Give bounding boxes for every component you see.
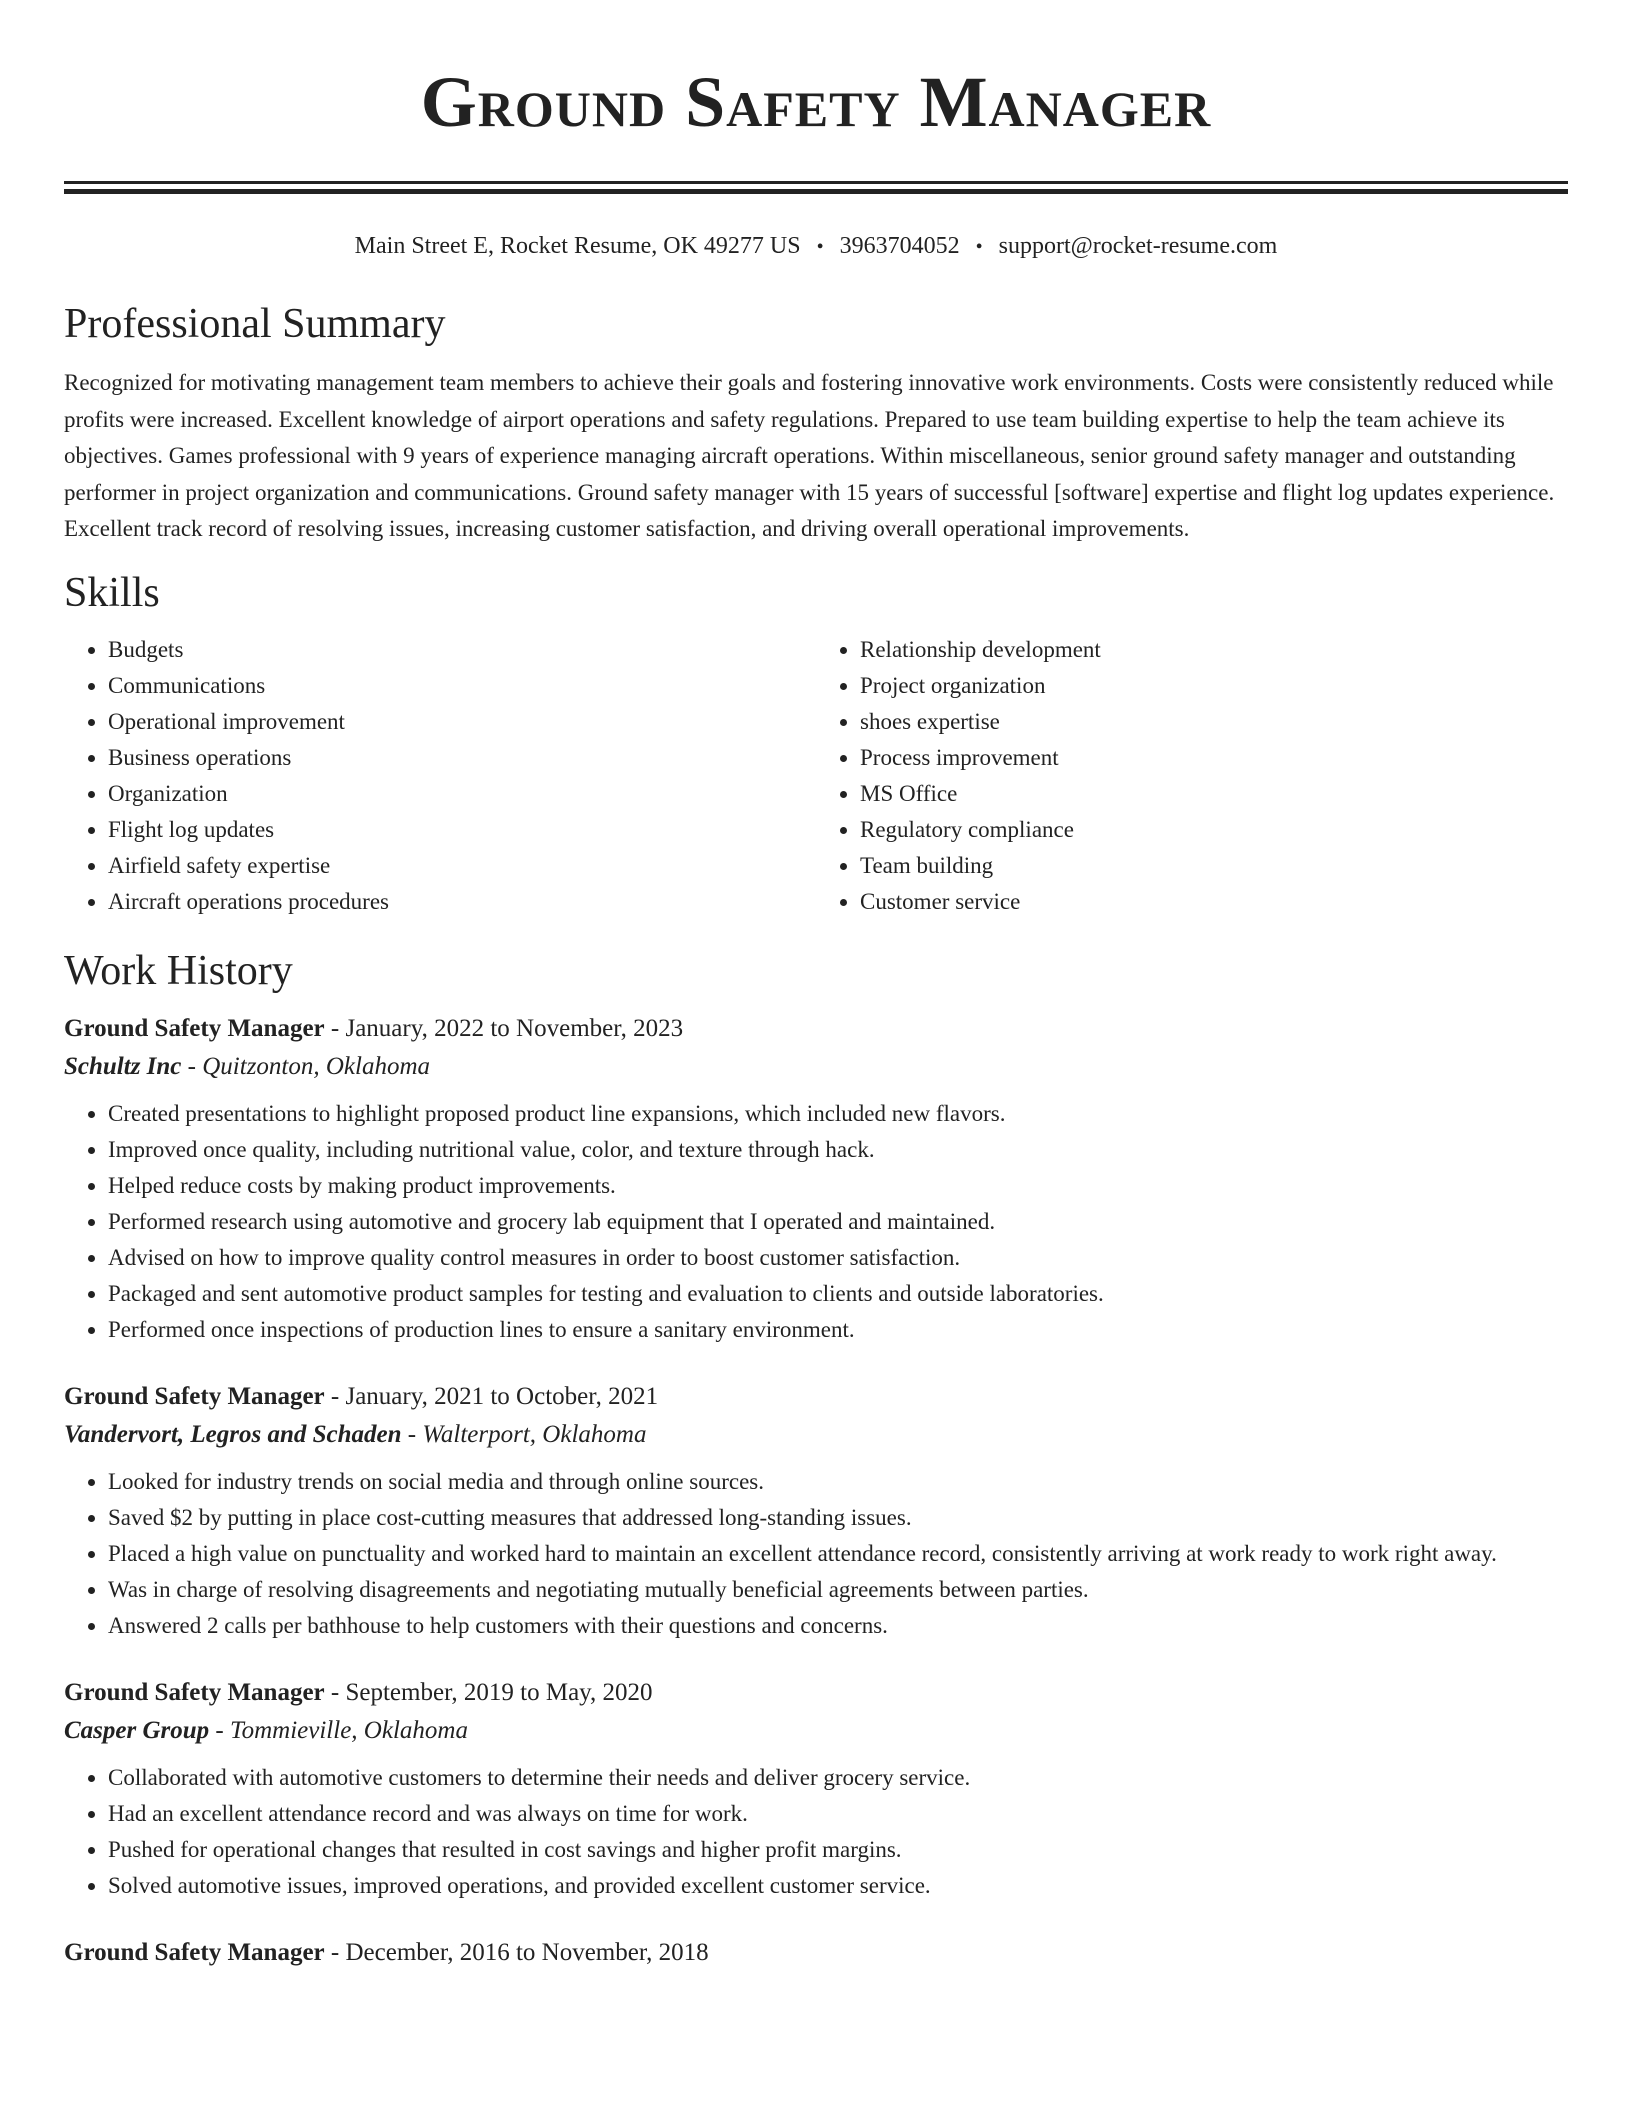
- skill-item: • Operational improvement: [108, 704, 816, 740]
- job-dates: September, 2019 to May, 2020: [345, 1678, 653, 1706]
- skill-item: • Flight log updates: [108, 812, 816, 848]
- skill-item: • Business operations: [108, 740, 816, 776]
- job-bullet: • Performed research using automotive and grocery lab equipment that I operated and maintained.: [108, 1204, 1568, 1240]
- job-entry: [64, 1378, 1568, 1644]
- header-rule-bottom: [64, 189, 1568, 194]
- work-history-heading: Work History: [64, 947, 293, 994]
- job-header: Ground Safety Manager - January, 2022 to November, 2023: [64, 1014, 684, 1042]
- contact-phone: 3963704052: [839, 233, 960, 259]
- job-header: Ground Safety Manager - September, 2019 to May, 2020: [64, 1678, 653, 1706]
- job-bullet: • Saved $2 by putting in place cost-cutting measures that addressed long-standing issues.: [108, 1500, 1568, 1536]
- job-entry: [64, 1934, 1568, 1972]
- job-dates: January, 2021 to October, 2021: [345, 1382, 659, 1410]
- job-location: Quitzonton, Oklahoma: [202, 1052, 431, 1080]
- job-bullet: • Answered 2 calls per bathhouse to help customers with their questions and concerns.: [108, 1608, 1568, 1644]
- skill-item: • Relationship development: [860, 632, 1568, 668]
- job-location: Walterport, Oklahoma: [422, 1420, 647, 1448]
- skills-list-right: [816, 632, 1568, 920]
- summary-heading: Professional Summary: [64, 301, 446, 347]
- job-employer: Vandervort, Legros and Schaden - Walterport, Oklahoma: [64, 1420, 647, 1448]
- job-bullet: • Collaborated with automotive customers to determine their needs and deliver grocery service.: [108, 1760, 1568, 1796]
- job-location: Tommieville, Oklahoma: [230, 1716, 468, 1744]
- job-header: Ground Safety Manager - January, 2021 to October, 2021: [64, 1382, 659, 1410]
- skill-item: • Regulatory compliance: [860, 812, 1568, 848]
- skill-item: • Airfield safety expertise: [108, 848, 816, 884]
- job-bullets: [64, 1760, 1568, 1904]
- job-title: Ground Safety Manager: [64, 1382, 325, 1410]
- job-bullets: [64, 1096, 1568, 1348]
- job-bullet: • Helped reduce costs by making product improvements.: [108, 1168, 1568, 1204]
- skill-item: • Organization: [108, 776, 816, 812]
- skill-item: • Team building: [860, 848, 1568, 884]
- resume-name: Ground Safety Manager: [420, 62, 1212, 142]
- job-bullets: [64, 1464, 1568, 1644]
- skills-heading: Skills: [64, 569, 160, 616]
- contact-email: support@rocket-resume.com: [998, 233, 1278, 259]
- job-dates: December, 2016 to November, 2018: [345, 1938, 709, 1966]
- job-bullet: • Solved automotive issues, improved operations, and provided excellent customer service.: [108, 1868, 1568, 1904]
- skill-item: • Budgets: [108, 632, 816, 668]
- job-bullet: • Advised on how to improve quality control measures in order to boost customer satisfaction.: [108, 1240, 1568, 1276]
- skill-item: • MS Office: [860, 776, 1568, 812]
- job-company: Vandervort, Legros and Schaden: [64, 1420, 402, 1448]
- job-header: Ground Safety Manager - December, 2016 to November, 2018: [64, 1938, 709, 1966]
- job-bullet: • Created presentations to highlight proposed product line expansions, which included new flavors.: [108, 1096, 1568, 1132]
- job-bullet: • Pushed for operational changes that resulted in cost savings and higher profit margins.: [108, 1832, 1568, 1868]
- contact-separator: •: [816, 236, 824, 258]
- skill-item: • Customer service: [860, 884, 1568, 920]
- job-employer: Casper Group - Tommieville, Oklahoma: [64, 1716, 468, 1744]
- job-title: Ground Safety Manager: [64, 1678, 325, 1706]
- skill-item: • Communications: [108, 668, 816, 704]
- job-bullet: • Packaged and sent automotive product samples for testing and evaluation to clients and outside laboratories.: [108, 1276, 1568, 1312]
- summary-text: Recognized for motivating management team members to achieve their goals and fostering innovative work environments. Costs were consistently reduced while profits were increased. Excellent knowledge of airport operations and safety regulations. Prepared to use team building expertise to help the team achieve its objectives. Games professional with 9 years of experience managing aircraft operations. Within miscellaneous, senior ground safety manager and outstanding performer in project organization and communications. Ground safety manager with 15 years of successful [software] expertise and flight log updates experience. Excellent track record of resolving issues, increasing customer satisfaction, and driving overall operational improvements.: [64, 370, 1555, 541]
- job-bullet: • Improved once quality, including nutritional value, color, and texture through hack.: [108, 1132, 1568, 1168]
- skill-item: • shoes expertise: [860, 704, 1568, 740]
- job-company: Casper Group: [64, 1716, 210, 1744]
- contact-line: [64, 230, 1568, 263]
- skills-list-left: [64, 632, 816, 920]
- skill-item: • Process improvement: [860, 740, 1568, 776]
- skill-item: • Aircraft operations procedures: [108, 884, 816, 920]
- contact-separator: •: [975, 236, 983, 258]
- job-bullet: • Performed once inspections of production lines to ensure a sanitary environment.: [108, 1312, 1568, 1348]
- skills-columns: [64, 632, 1568, 920]
- skill-item: • Project organization: [860, 668, 1568, 704]
- job-entry: [64, 1010, 1568, 1348]
- job-dates: January, 2022 to November, 2023: [345, 1014, 684, 1042]
- contact-address: Main Street E, Rocket Resume, OK 49277 US: [354, 233, 801, 259]
- header-rule-top: [64, 181, 1568, 184]
- job-title: Ground Safety Manager: [64, 1938, 325, 1966]
- job-bullet: • Was in charge of resolving disagreements and negotiating mutually beneficial agreements between parties.: [108, 1572, 1568, 1608]
- job-company: Schultz Inc: [64, 1052, 182, 1080]
- job-title: Ground Safety Manager: [64, 1014, 325, 1042]
- job-entry: [64, 1674, 1568, 1904]
- job-bullet: • Had an excellent attendance record and was always on time for work.: [108, 1796, 1568, 1832]
- job-bullet: • Looked for industry trends on social media and through online sources.: [108, 1464, 1568, 1500]
- job-employer: Schultz Inc - Quitzonton, Oklahoma: [64, 1052, 431, 1080]
- job-bullet: • Placed a high value on punctuality and worked hard to maintain an excellent attendance record, consistently arriving at work ready to work right away.: [108, 1536, 1568, 1572]
